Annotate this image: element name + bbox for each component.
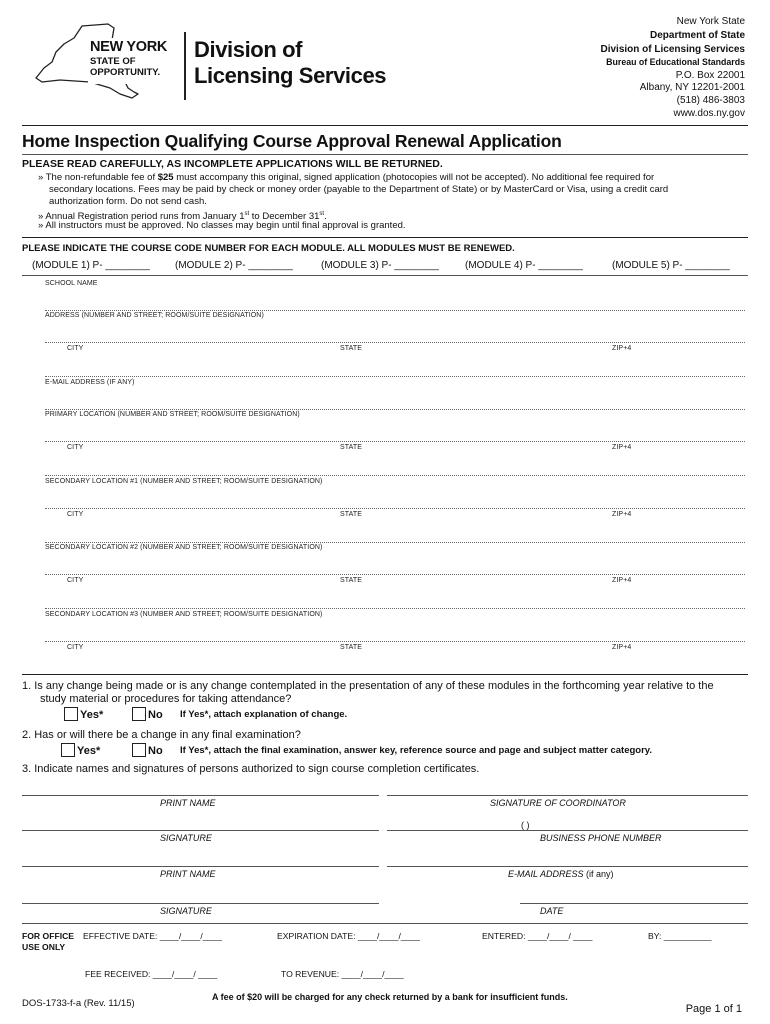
- address-line: Bureau of Educational Standards: [606, 57, 745, 67]
- date-field[interactable]: [520, 903, 748, 904]
- no-label: No: [148, 745, 163, 757]
- logo-text-stateof: STATE OF: [90, 56, 136, 67]
- question-1-text-line2: study material or procedures for taking attendance?: [40, 693, 292, 705]
- email-address-label: [508, 869, 614, 879]
- expiration-date-field[interactable]: EXPIRATION DATE: ____/____/____: [277, 931, 420, 941]
- school-name-label: SCHOOL NAME: [45, 280, 98, 287]
- fee-received-field[interactable]: FEE RECEIVED: ____/____/ ____: [85, 969, 218, 979]
- yes-label: Yes*: [80, 709, 104, 721]
- business-phone-label: BUSINESS PHONE NUMBER: [540, 833, 662, 843]
- question-2-yes-option[interactable]: [61, 743, 100, 757]
- signature-label: SIGNATURE: [160, 833, 212, 843]
- bullet-text: » The non-refundable fee of: [38, 172, 158, 183]
- question-1-text: 1. Is any change being made or is any change contemplated in the presentation of any of these modules in the forthcoming year relative to the: [22, 680, 714, 692]
- yes-label: Yes*: [77, 745, 101, 757]
- notice-bullet-instructors: » All instructors must be approved. No classes may begin until final approval is granted.: [38, 220, 406, 231]
- business-phone-field[interactable]: [387, 830, 748, 831]
- bullet-text: to December 31: [249, 211, 320, 223]
- question-1-no-option[interactable]: [132, 707, 163, 721]
- checkbox-icon[interactable]: [132, 743, 146, 757]
- signature-field[interactable]: [22, 830, 379, 831]
- email-label: E-MAIL ADDRESS (IF ANY): [45, 379, 135, 386]
- address-line: (518) 486-3803: [676, 95, 745, 106]
- logo-divider: [184, 32, 186, 100]
- effective-date-field[interactable]: EFFECTIVE DATE: ____/____/____: [83, 931, 222, 941]
- zip-label: ZIP+4: [612, 444, 632, 451]
- email-address-field[interactable]: [387, 866, 748, 867]
- city-label: CITY: [67, 444, 84, 451]
- secondary-location-3-field[interactable]: [45, 641, 745, 642]
- form-number: DOS-1733-f-a (Rev. 11/15): [22, 998, 135, 1009]
- modules-rule: [22, 275, 748, 276]
- notice-heading: PLEASE READ CAREFULLY, AS INCOMPLETE APPLICATIONS WILL BE RETURNED.: [22, 158, 443, 170]
- zip-label: ZIP+4: [612, 345, 632, 352]
- bullet-text: » Annual Registration period runs from January 1: [38, 211, 245, 223]
- modules-heading: PLEASE INDICATE THE COURSE CODE NUMBER FOR EACH MODULE. ALL MODULES MUST BE RENEWED.: [22, 243, 515, 254]
- question-2-no-option[interactable]: [132, 743, 163, 757]
- secondary-location-1-field[interactable]: [45, 508, 745, 509]
- primary-city-state-zip-field[interactable]: [45, 475, 745, 476]
- phone-area-code[interactable]: ( ): [521, 820, 530, 830]
- secondary-location-1-label: SECONDARY LOCATION #1 (NUMBER AND STREET; ROOM/SUITE DESIGNATION): [45, 478, 323, 485]
- address-field[interactable]: [45, 342, 745, 343]
- superscript: st: [244, 211, 250, 217]
- address-line: Division of Licensing Services: [600, 44, 745, 55]
- email-field[interactable]: [45, 409, 745, 410]
- school-name-field[interactable]: [45, 310, 745, 311]
- zip-label: ZIP+4: [612, 511, 632, 518]
- module-1-field[interactable]: (MODULE 1) P- ________: [32, 260, 150, 271]
- office-label: FOR OFFICE: [22, 931, 75, 941]
- date-label: DATE: [540, 906, 564, 916]
- coordinator-signature-field[interactable]: [387, 795, 748, 796]
- entered-field[interactable]: ENTERED: ____/____/ ____: [482, 931, 593, 941]
- module-3-field[interactable]: (MODULE 3) P- ________: [321, 260, 439, 271]
- bullet-text: must accompany this original, signed application (photocopies will not be accepted). No additional fee required for: [173, 172, 655, 183]
- bullet-text: .: [324, 211, 327, 223]
- city-label: CITY: [67, 644, 84, 651]
- by-field[interactable]: BY: __________: [648, 931, 712, 941]
- module-5-field[interactable]: (MODULE 5) P- ________: [612, 260, 730, 271]
- city-state-zip-field[interactable]: [45, 376, 745, 377]
- state-label: STATE: [340, 577, 363, 584]
- title-rule: [22, 125, 748, 126]
- module-4-field[interactable]: (MODULE 4) P- ________: [465, 260, 583, 271]
- secondary-1-city-state-zip-field[interactable]: [45, 542, 745, 543]
- office-label-line2: USE ONLY: [22, 942, 66, 952]
- form-title: Home Inspection Qualifying Course Approval Renewal Application: [22, 131, 562, 151]
- no-label: No: [148, 709, 163, 721]
- address-line: www.dos.ny.gov: [673, 108, 745, 119]
- address-line: P.O. Box 22001: [675, 70, 745, 81]
- address-label: ADDRESS (NUMBER AND STREET; ROOM/SUITE DESIGNATION): [45, 312, 264, 319]
- state-label: STATE: [340, 511, 363, 518]
- address-line: Albany, NY 12201-2001: [639, 82, 745, 93]
- checkbox-icon[interactable]: [64, 707, 78, 721]
- print-name-field-2[interactable]: [22, 866, 379, 867]
- address-line: Department of State: [649, 30, 745, 41]
- signature-field-2[interactable]: [22, 903, 379, 904]
- email-label-suffix: (if any): [583, 869, 614, 879]
- secondary-location-3-label: SECONDARY LOCATION #3 (NUMBER AND STREET; ROOM/SUITE DESIGNATION): [45, 611, 323, 618]
- state-label: STATE: [340, 444, 363, 451]
- title-underline: [22, 154, 748, 155]
- section-rule: [22, 674, 748, 675]
- secondary-location-2-field[interactable]: [45, 574, 745, 575]
- module-2-field[interactable]: (MODULE 2) P- ________: [175, 260, 293, 271]
- page-number: Page 1 of 1: [685, 1003, 742, 1015]
- question-2-text: 2. Has or will there be a change in any final examination?: [22, 729, 301, 741]
- logo-text-newyork: NEW YORK: [90, 39, 168, 55]
- to-revenue-field[interactable]: TO REVENUE: ____/____/____: [281, 969, 404, 979]
- primary-location-field[interactable]: [45, 441, 745, 442]
- print-name-field[interactable]: [22, 795, 379, 796]
- state-label: STATE: [340, 345, 363, 352]
- logo-text-opportunity: OPPORTUNITY.: [90, 67, 161, 78]
- superscript: st: [319, 211, 325, 217]
- division-title-line1: Division of: [194, 37, 303, 62]
- email-label-text: E-MAIL ADDRESS: [508, 869, 584, 879]
- question-1-note: If Yes*, attach explanation of change.: [180, 709, 348, 720]
- address-line: New York State: [676, 16, 745, 27]
- question-1-yes-option[interactable]: [64, 707, 103, 721]
- primary-location-label: PRIMARY LOCATION (NUMBER AND STREET; ROOM/SUITE DESIGNATION): [45, 411, 300, 418]
- checkbox-icon[interactable]: [132, 707, 146, 721]
- checkbox-icon[interactable]: [61, 743, 75, 757]
- office-rule: [22, 923, 748, 924]
- zip-label: ZIP+4: [612, 644, 632, 651]
- city-label: CITY: [67, 577, 84, 584]
- division-title-line2: Licensing Services: [194, 63, 387, 88]
- zip-label: ZIP+4: [612, 577, 632, 584]
- print-name-label: PRINT NAME: [160, 798, 216, 808]
- signature-label: SIGNATURE: [160, 906, 212, 916]
- secondary-location-2-label: SECONDARY LOCATION #2 (NUMBER AND STREET; ROOM/SUITE DESIGNATION): [45, 544, 323, 551]
- returned-check-notice: A fee of $20 will be charged for any check returned by a bank for insufficient funds.: [212, 992, 568, 1002]
- city-label: CITY: [67, 345, 84, 352]
- notice-bullet-fee-line3: authorization form. Do not send cash.: [49, 196, 207, 207]
- secondary-2-city-state-zip-field[interactable]: [45, 608, 745, 609]
- print-name-label: PRINT NAME: [160, 869, 216, 879]
- city-label: CITY: [67, 511, 84, 518]
- notice-bullet-fee: [38, 172, 654, 184]
- fee-amount: $25: [157, 172, 174, 183]
- question-2-note: If Yes*, attach the final examination, answer key, reference source and page and subject matter category.: [180, 745, 653, 756]
- state-label: STATE: [340, 644, 363, 651]
- notice-bullet-fee-line2: secondary locations. Fees may be paid by check or money order (payable to the Department of State) or by MasterCard or Visa, using a credit card: [49, 184, 669, 195]
- coordinator-signature-label: SIGNATURE OF COORDINATOR: [490, 798, 626, 808]
- section-rule: [22, 237, 748, 238]
- question-3-text: 3. Indicate names and signatures of persons authorized to sign course completion certificates.: [22, 763, 480, 775]
